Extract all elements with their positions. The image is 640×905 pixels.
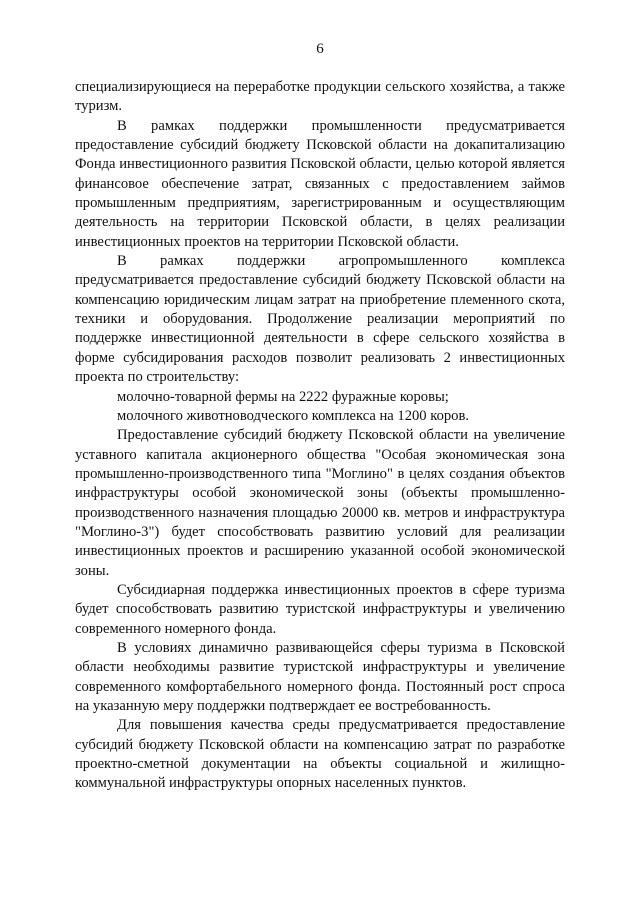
paragraph: специализирующиеся на переработке продукции сельского хозяйства, а также туризм. [75, 79, 565, 115]
paragraph: В условиях динамично развивающейся сферы туризма в Псковской области необходимы развитие туристской инфраструктуры и увеличение современного комфортабельного номерного фонда. Постоянный рост спроса на указанную меру поддержки подтверждает ее востребованность. [75, 639, 565, 714]
document-body [75, 78, 565, 794]
paragraph: Субсидиарная поддержка инвестиционных проектов в сфере туризма будет способствовать развитию туристской инфраструктуры и увеличению современного номерного фонда. [75, 581, 565, 637]
page-number: 6 [316, 41, 324, 57]
paragraph: Для повышения качества среды предусматривается предоставление субсидий бюджету Псковской области на компенсацию затрат по разработке проектно-сметной документации на объекты социальной и жилищно-коммунальной инфраструктуры опорных населенных пунктов. [75, 717, 565, 792]
paragraph: В рамках поддержки агропромышленного комплекса предусматривается предоставление субсидий бюджету Псковской области на компенсацию юридическим лицам затрат на приобретение племенного скота, техники и оборудования. Продолжение реализации мероприятий по поддержке инвестиционной деятельности в сфере сельского хозяйства в форме субсидирования расходов позволит реализовать 2 инвестиционных проекта по строительству: [75, 253, 565, 386]
paragraph: В рамках поддержки промышленности предусматривается предоставление субсидий бюджету Псковской области на докапитализацию Фонда инвестиционного развития Псковской области, целью которой является финансовое обеспечение затрат, связанных с предоставлением займов промышленным предприятиям, зарегистрированным и осуществляющим деятельность на территории Псковской области, в целях реализации инвестиционных проектов на территории Псковской области. [75, 117, 565, 250]
list-item: молочного животноводческого комплекса на 1200 коров. [117, 407, 470, 424]
paragraph: Предоставление субсидий бюджету Псковской области на увеличение уставного капитала акционерного общества "Особая экономическая зона промышленно-производственного типа "Моглино" в целях создания объектов инфраструктуры особой экономической зоны (объекты промышленно-производственного назначения площадью 20000 кв. метров и инфраструктура "Моглино-3") будет способствовать развитию условий для реализации инвестиционных проектов и расширению указанной особой экономической зоны. [75, 427, 565, 579]
list-item: молочно-товарной фермы на 2222 фуражные коровы; [117, 388, 449, 405]
